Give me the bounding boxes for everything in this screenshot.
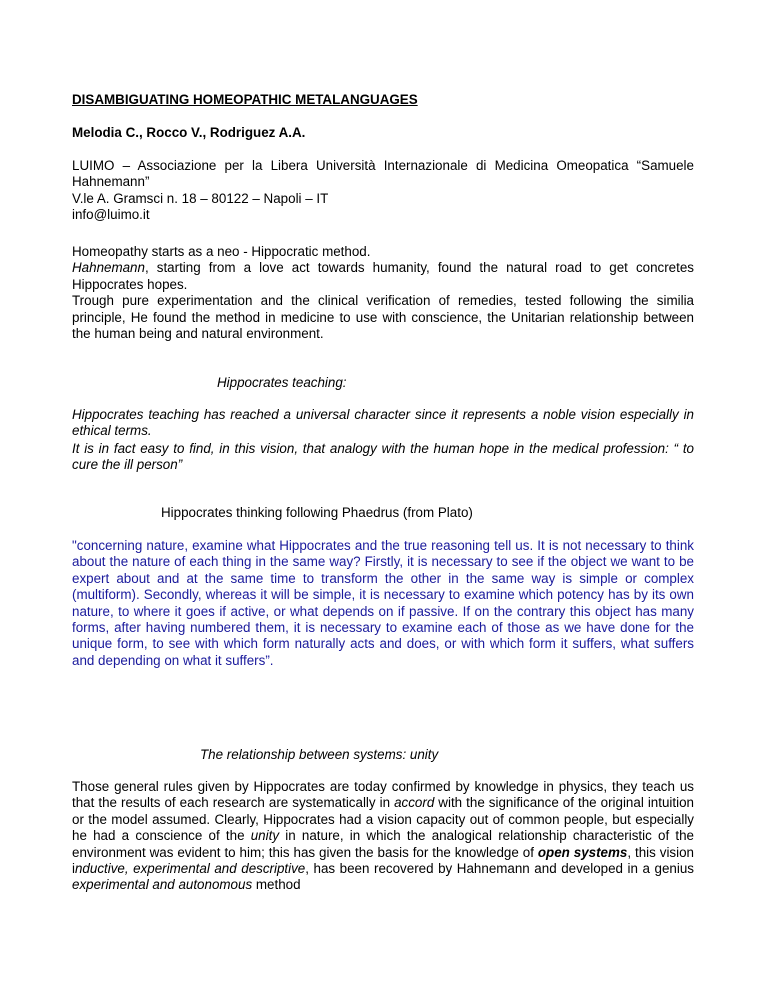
relationship-paragraph bbox=[72, 779, 694, 894]
authors: Melodia C., Rocco V., Rodriguez A.A. bbox=[72, 125, 306, 140]
affiliation-name: LUIMO – Associazione per la Libera Università Internazionale di Medicina Omeopatica “Samuele Hahnemann” bbox=[72, 158, 694, 190]
section-heading-relationship: The relationship between systems: unity bbox=[200, 747, 439, 762]
hahnemann-name: Hahnemann bbox=[72, 260, 145, 276]
affiliation-email: info@luimo.it bbox=[72, 207, 150, 223]
affiliation-address: V.le A. Gramsci n. 18 – 80122 – Napoli – IT bbox=[72, 190, 329, 206]
relationship-text-6: method bbox=[252, 877, 301, 893]
relationship-em-unity: unity bbox=[250, 828, 280, 844]
teaching-paragraph-1: Hippocrates teaching has reached a universal character since it represents a noble vision especially in ethical terms. bbox=[72, 407, 694, 439]
phaedrus-quote: "concerning nature, examine what Hippocrates and the true reasoning tell us. It is not necessary to think about the nature of each thing in the same way? Firstly, it is necessary to see if the object we want to be expert about and at the same time to transform the other in the same way is simple or complex (multiform). Secondly, whereas it will be simple, it is necessary to examine which potency has by its own nature, to where it goes if active, or what depends on if passive. If on the contrary this object has many forms, after having numbered them, it is necessary to examine each of those as we have done for the unique form, to see with which form naturally acts and does, or with which form it suffers, what suffers and depending on what it suffers”. bbox=[72, 538, 694, 668]
relationship-em-accord: accord bbox=[394, 795, 435, 811]
section-heading-hippocrates-teaching: Hippocrates teaching: bbox=[217, 375, 347, 390]
relationship-text-1: Those general rules given by Hippocrates are today confirmed by knowledge in physics, they teach us that the results of each research are systematically in bbox=[72, 779, 694, 811]
relationship-text-5: , has been recovered by Hahnemann and developed in a genius bbox=[305, 861, 694, 877]
affiliation-block bbox=[72, 158, 694, 224]
intro-paragraph-2-text: , starting from a love act towards humanity, found the natural road to get concretes Hippocrates hopes. bbox=[72, 260, 694, 292]
relationship-em-inductive: nductive, experimental and descriptive bbox=[74, 861, 306, 877]
relationship-text-2: with the significance of the original intuition or the model assumed. Clearly, Hippocrates had a vision capacity out of common people, but especially he had a conscience of the bbox=[72, 795, 694, 844]
intro-paragraph-3: Trough pure experimentation and the clinical verification of remedies, tested following the similia principle, He found the method in medicine to use with conscience, the Unitarian relationship between the human being and natural environment. bbox=[72, 293, 694, 342]
relationship-em-experimental: experimental and autonomous bbox=[72, 877, 253, 893]
relationship-text-4: , this vision i bbox=[72, 844, 695, 877]
intro-paragraph-2 bbox=[72, 260, 694, 293]
section-heading-phaedrus: Hippocrates thinking following Phaedrus (from Plato) bbox=[161, 505, 473, 520]
document-title: DISAMBIGUATING HOMEOPATHIC METALANGUAGES bbox=[72, 92, 418, 107]
relationship-strong-open-systems: open systems bbox=[537, 844, 628, 860]
intro-block bbox=[72, 244, 694, 342]
intro-paragraph-1: Homeopathy starts as a neo - Hippocratic method. bbox=[72, 244, 371, 259]
teaching-paragraph-2: It is in fact easy to find, in this vision, that analogy with the human hope in the medical profession: “ to cure the ill person” bbox=[72, 441, 694, 473]
relationship-text-3: in nature, in which the analogical relationship characteristic of the environment was evident to him; this has given the basis for the knowledge of bbox=[72, 828, 694, 860]
